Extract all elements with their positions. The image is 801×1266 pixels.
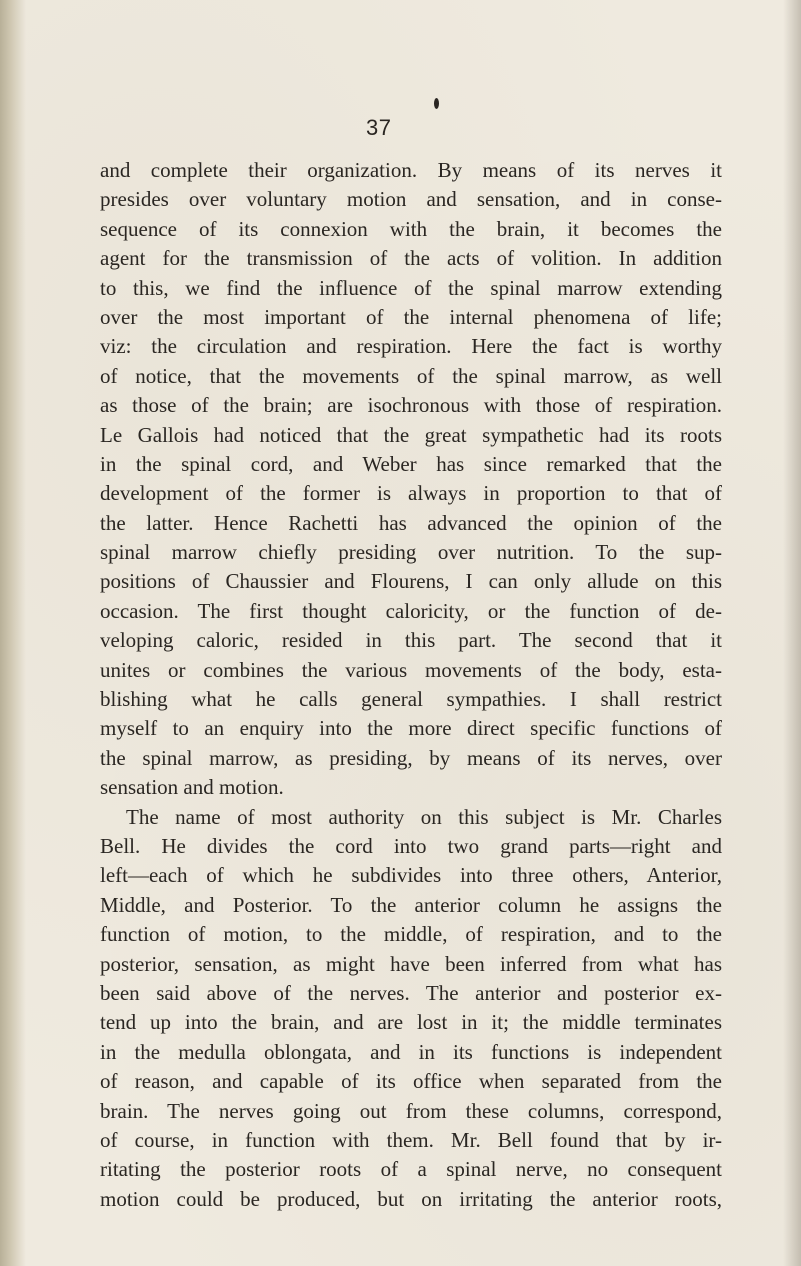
text-line: presides over voluntary motion and sensation, and in conse- <box>100 187 722 212</box>
page-number: 37 <box>366 115 392 140</box>
text-line: been said above of the nerves. The anterior and posterior ex- <box>100 980 722 1005</box>
text-line: myself to an enquiry into the more direct specific functions of <box>100 716 722 741</box>
text-line: of reason, and capable of its office when separated from the <box>100 1069 722 1094</box>
text-line: Middle, and Posterior. To the anterior column he assigns the <box>100 892 722 917</box>
text-line: brain. The nerves going out from these columns, correspond, <box>100 1098 722 1123</box>
ink-speck <box>434 98 439 109</box>
text-line: to this, we find the influence of the spinal marrow extending <box>100 275 722 300</box>
text-line: development of the former is always in proportion to that of <box>100 481 722 506</box>
text-line: positions of Chaussier and Flourens, I can only allude on this <box>100 569 722 594</box>
text-line: occasion. The first thought caloricity, or the function of de- <box>100 598 722 623</box>
text-line: Le Gallois had noticed that the great sympathetic had its roots <box>100 422 722 447</box>
text-line: left—each of which he subdivides into three others, Anterior, <box>100 863 722 888</box>
text-line: as those of the brain; are isochronous with those of respiration. <box>100 393 722 418</box>
text-line: veloping caloric, resided in this part. The second that it <box>100 628 722 653</box>
text-line: posterior, sensation, as might have been inferred from what has <box>100 951 722 976</box>
page-outer-edge <box>783 0 801 1266</box>
text-line: Bell. He divides the cord into two grand parts—right and <box>100 833 722 858</box>
text-line: viz: the circulation and respiration. Here the fact is worthy <box>100 334 722 359</box>
text-line: unites or combines the various movements of the body, esta- <box>100 657 722 682</box>
page-binding-edge <box>0 0 26 1266</box>
text-line: the spinal marrow, as presiding, by means of its nerves, over <box>100 745 722 770</box>
text-line: the latter. Hence Rachetti has advanced the opinion of the <box>100 510 722 535</box>
body-text <box>100 156 722 1214</box>
text-line: The name of most authority on this subject is Mr. Charles <box>126 804 722 829</box>
text-line: of notice, that the movements of the spinal marrow, as well <box>100 363 722 388</box>
text-line: blishing what he calls general sympathies. I shall restrict <box>100 687 722 712</box>
text-line: tend up into the brain, and are lost in it; the middle terminates <box>100 1010 722 1035</box>
text-line: in the medulla oblongata, and in its functions is independent <box>100 1039 722 1064</box>
text-line: sensation and motion. <box>100 775 284 800</box>
text-line: of course, in function with them. Mr. Bell found that by ir- <box>100 1127 722 1152</box>
text-line: function of motion, to the middle, of respiration, and to the <box>100 922 722 947</box>
text-line: agent for the transmission of the acts of volition. In addition <box>100 246 722 271</box>
text-line: spinal marrow chiefly presiding over nutrition. To the sup- <box>100 540 722 565</box>
text-line: motion could be produced, but on irritating the anterior roots, <box>100 1186 722 1211</box>
text-line: sequence of its connexion with the brain, it becomes the <box>100 216 722 241</box>
text-line: in the spinal cord, and Weber has since remarked that the <box>100 451 722 476</box>
text-line: and complete their organization. By means of its nerves it <box>100 158 722 182</box>
text-line: over the most important of the internal phenomena of life; <box>100 304 722 329</box>
text-line: ritating the posterior roots of a spinal nerve, no consequent <box>100 1157 722 1182</box>
